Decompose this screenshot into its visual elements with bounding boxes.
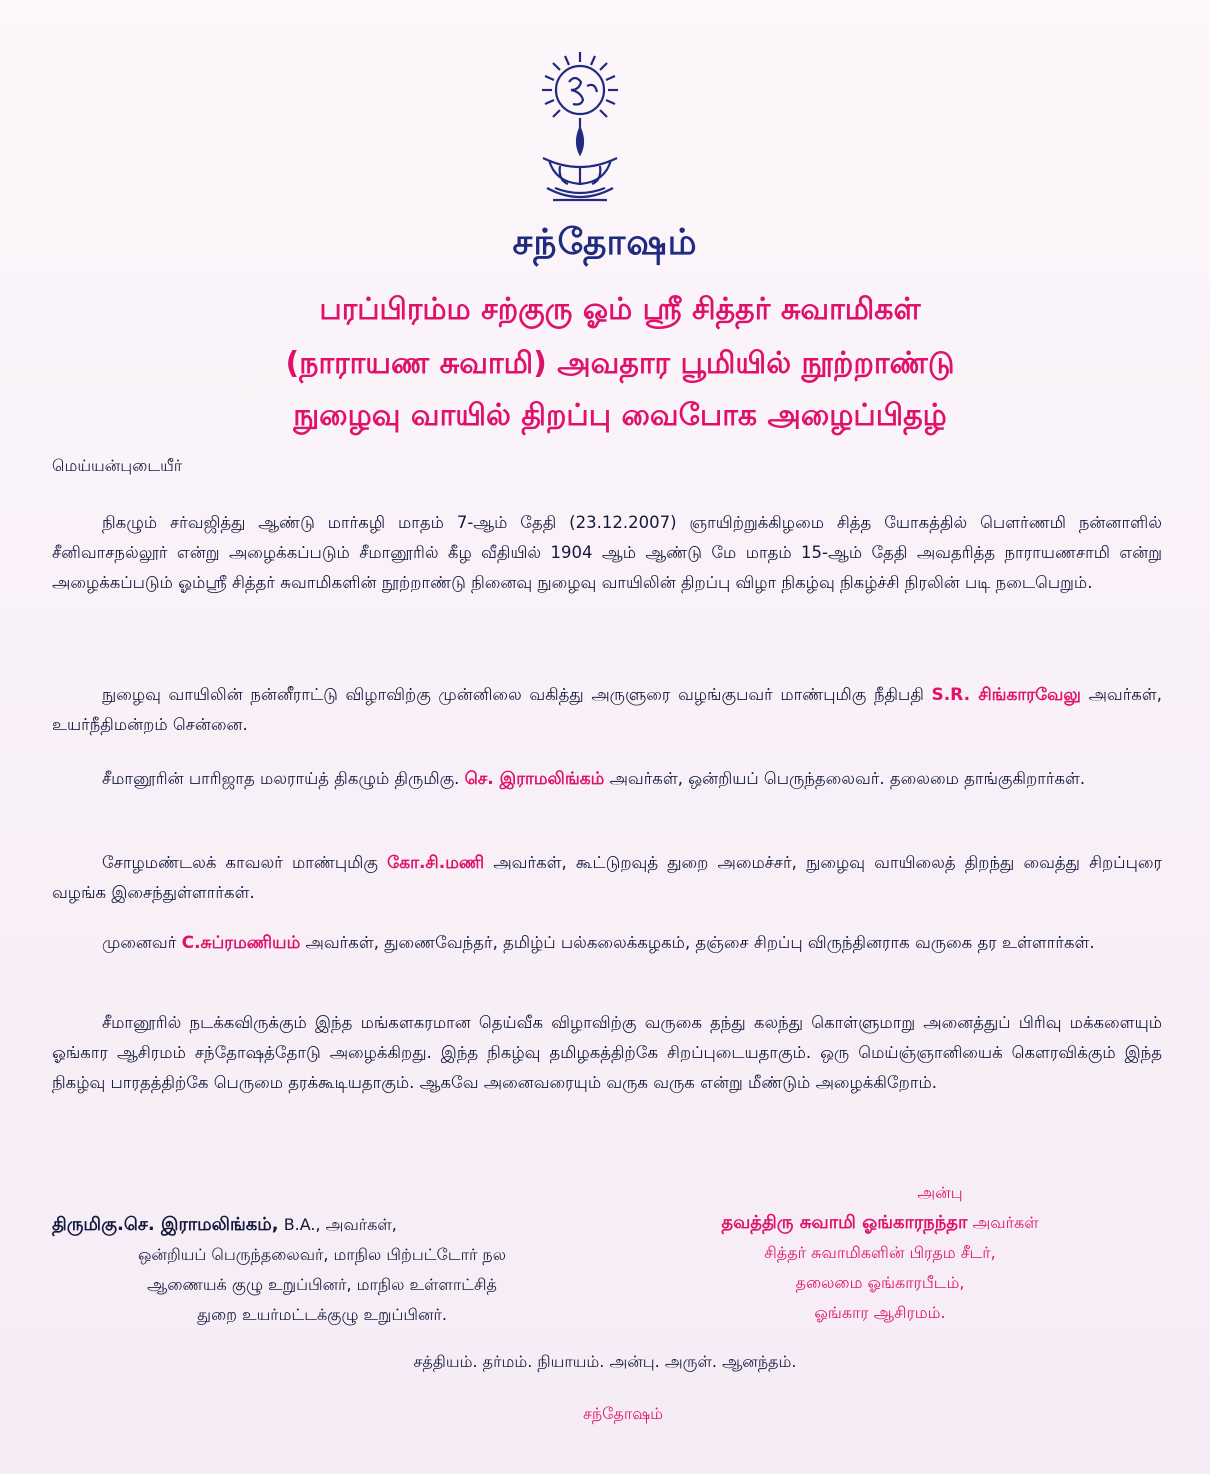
paragraph-chair xyxy=(52,764,1162,794)
signatory-title: ஓங்கார ஆசிரமம். xyxy=(814,1303,946,1322)
paragraph-text: சீமானூரின் பாரிஜாத மலராய்த் திகழும் திருமிகு. xyxy=(102,769,460,788)
signatory-suffix: B.A., அவர்கள், xyxy=(283,1215,397,1234)
page-title: சந்தோஷம் xyxy=(512,222,698,263)
signature-right xyxy=(600,1178,1160,1328)
paragraph-inaugurator xyxy=(52,848,1162,908)
footer-text: சந்தோஷம் xyxy=(582,1404,664,1423)
paragraph-text: அவர்கள், ஒன்றியப் பெருந்தலைவர். தலைமை தாங்குகிறார்கள். xyxy=(609,769,1086,788)
om-lamp-icon xyxy=(525,48,635,208)
signatory-name: தவத்திரு சுவாமி ஓங்காரநந்தா xyxy=(721,1212,968,1233)
highlight-name: S.R. சிங்காரவேலு xyxy=(931,685,1081,705)
highlight-name: கோ.சி.மணி xyxy=(387,853,485,873)
signatory-title: துறை உயர்மட்டக்குழு உறுப்பினர். xyxy=(197,1305,447,1324)
signature-greeting: அன்பு xyxy=(917,1183,963,1202)
paragraph-text: சீமானூரில் நடக்கவிருக்கும் இந்த மங்களகரமான தெய்வீக விழாவிற்கு வருகை தந்து கலந்து கொள்ளுமாறு அனைத்துப் பிரிவு மக்களையும் ஓங்கார ஆசிரமம் சந்தோஷத்தோடு அழைக்கிறது. இந்த நிகழ்வு தமிழகத்திற்கே சிறப்புடையதாகும். ஒரு மெய்ஞ்ஞானியைக் கௌரவிக்கும் இந்த நிகழ்வு பாரதத்திற்கே பெருமை தரக்கூடியதாகும். ஆகவே அனைவரையும் வருக வருக என்று மீண்டும் அழைக்கிறோம். xyxy=(52,1013,1162,1092)
signatory-name: திருமிகு.செ. இராமலிங்கம், xyxy=(52,1214,279,1235)
paragraph-text: அவர்கள், உயர்நீதிமன்றம் சென்னை. xyxy=(52,685,1162,734)
signature-left xyxy=(52,1210,592,1330)
subtitle-line-3: நுழைவு வாயில் திறப்பு வைபோக அழைப்பிதழ் xyxy=(293,398,947,433)
signatory-suffix: அவர்கள் xyxy=(972,1213,1039,1232)
signatory-title: சித்தர் சுவாமிகளின் பிரதம சீடர், xyxy=(764,1243,996,1262)
subtitle-line-2: (நாராயண சுவாமி) அவதார பூமியில் நூற்றாண்டு xyxy=(285,346,955,381)
paragraph-text: முனைவர் xyxy=(102,933,177,952)
signatory-title: ஆணையக் குழு உறுப்பினர், மாநில உள்ளாட்சித் xyxy=(147,1275,497,1294)
paragraph-text: நுழைவு வாயிலின் நன்னீராட்டு விழாவிற்கு முன்னிலை வகித்து அருளுரை வழங்குபவர் மாண்புமிகு நீதிபதி xyxy=(102,685,924,704)
paragraph-text: அவர்கள், கூட்டுறவுத் துறை அமைச்சர், நுழைவு வாயிலைத் திறந்து வைத்து சிறப்புரை வழங்க இசைந்துள்ளார்கள். xyxy=(52,853,1162,902)
paragraph-text: நிகழும் சர்வஜித்து ஆண்டு மார்கழி மாதம் 7-ஆம் தேதி (23.12.2007) ஞாயிற்றுக்கிழமை சித்த யோகத்தில் பௌர்ணமி நன்னாளில் சீனிவாசநல்லூர் என்று அழைக்கப்படும் சீமானூரில் கீழ வீதியில் 1904 ஆம் ஆண்டு மே மாதம் 15-ஆம் தேதி அவதரித்த நாராயணசாமி என்று அழைக்கப்படும் ஓம்ஸ்ரீ சித்தர் சுவாமிகளின் நூற்றாண்டு நினைவு நுழைவு வாயிலின் திறப்பு விழா நிகழ்வு நிகழ்ச்சி நிரலின் படி நடைபெறும். xyxy=(52,513,1162,592)
paragraph-text: அவர்கள், துணைவேந்தர், தமிழ்ப் பல்கலைக்கழகம், தஞ்சை சிறப்பு விருந்தினராக வருகை தர உள்ளார்கள். xyxy=(305,933,1095,952)
paragraph-text: சோழமண்டலக் காவலர் மாண்புமிகு xyxy=(102,853,378,872)
signatory-title: ஒன்றியப் பெருந்தலைவர், மாநில பிற்பட்டோர் நல xyxy=(138,1245,506,1264)
subtitle-line-1: பரப்பிரம்ம சற்குரு ஓம் ஸ்ரீ சித்தர் சுவாமிகள் xyxy=(319,292,921,327)
highlight-name: C.சுப்ரமணியம் xyxy=(181,933,301,953)
highlight-name: செ. இராமலிங்கம் xyxy=(464,769,605,789)
motto: சத்தியம். தர்மம். நியாயம். அன்பு. அருள். ஆனந்தம். xyxy=(413,1352,797,1371)
signatory-title: தலைமை ஓங்காரபீடம், xyxy=(795,1273,965,1292)
paragraph-presiding xyxy=(52,680,1162,740)
paragraph-invitation xyxy=(52,1008,1162,1098)
paragraph-guest xyxy=(52,928,1162,958)
salutation: மெய்யன்புடையீர் xyxy=(52,456,183,475)
paragraph-event-details xyxy=(52,508,1162,598)
